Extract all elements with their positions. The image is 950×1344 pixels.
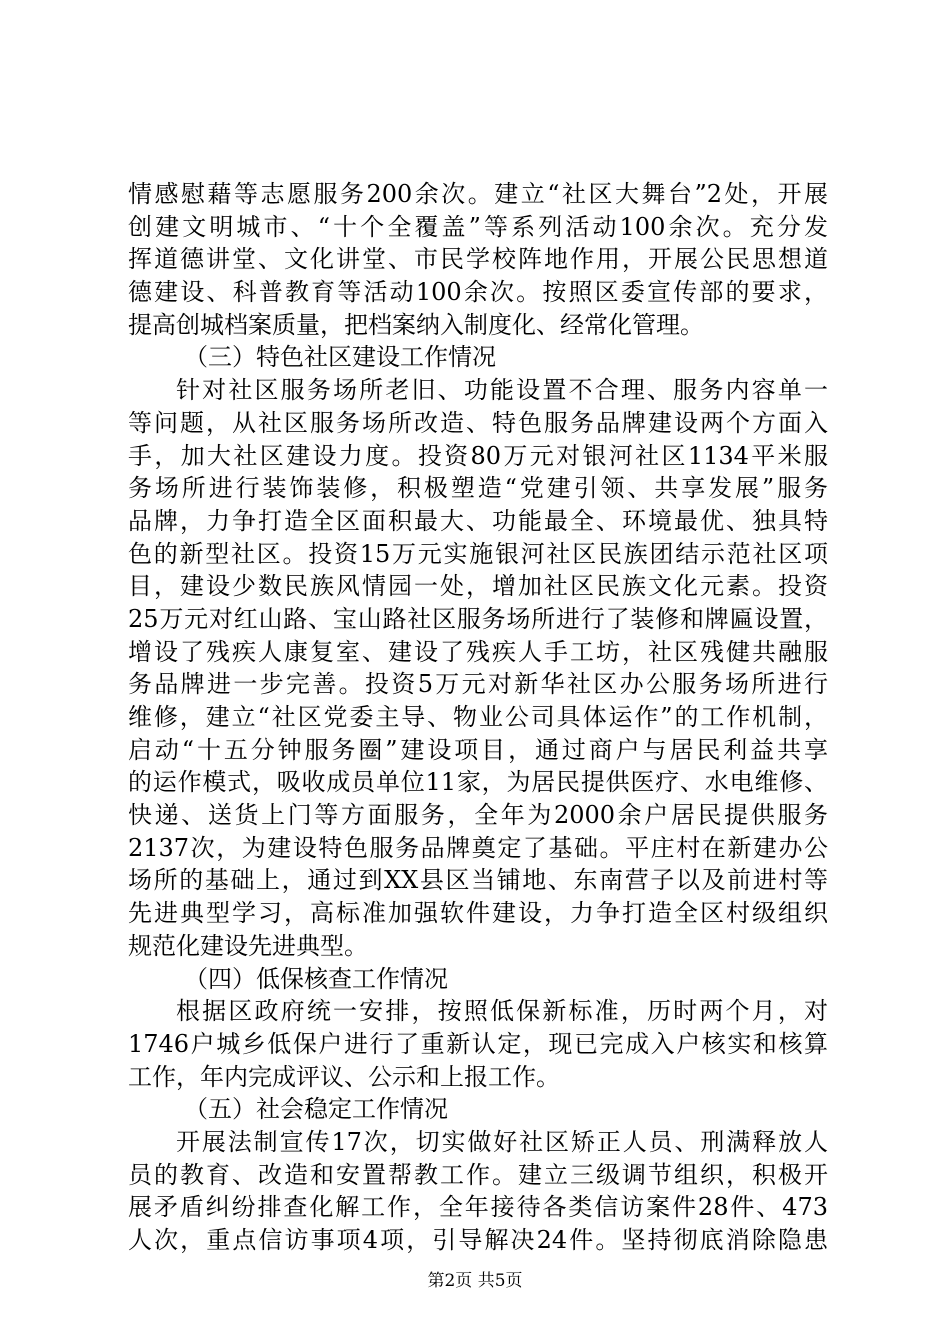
text-line: 务品牌进一步完善。投资5万元对新华社区办公服务场所进行 [128,670,828,699]
text-line: 人次，重点信访事项4项，引导解决24件。坚持彻底消除隐患 [128,1226,828,1254]
text-line: 启动“十五分钟服务圈”建设项目，通过商户与居民利益共享 [128,735,828,764]
document-body [128,178,828,1257]
text-line: 务场所进行装饰装修，积极塑造“党建引领、共享发展”服务 [128,474,828,503]
text-line: 品牌，力争打造全区面积最大、功能最全、环境最优、独具特 [128,506,828,535]
text-line: 1746户城乡低保户进行了重新认定，现已完成入户核实和核算 [128,1029,828,1058]
text-line: 手，加大社区建设力度。投资80万元对银河社区1134平米服 [128,441,828,470]
text-line: 员的教育、改造和安置帮教工作。建立三级调节组织，积极开 [128,1160,828,1189]
text-line: 25万元对红山路、宝山路社区服务场所进行了装修和牌匾设置， [128,604,828,633]
text-line: 等问题，从社区服务场所改造、特色服务品牌建设两个方面入 [128,408,828,437]
text-line: 根据区政府统一安排，按照低保新标准，历时两个月，对 [176,997,828,1026]
text-line: 开展法制宣传17次，切实做好社区矫正人员、刑满释放人 [176,1127,828,1156]
text-line: 德建设、科普教育等活动100余次。按照区委宣传部的要求， [128,278,828,307]
text-line: 针对社区服务场所老旧、功能设置不合理、服务内容单一 [176,376,828,405]
text-line: 规范化建设先进典型。 [128,931,368,960]
text-line: 创建文明城市、“十个全覆盖”等系列活动100余次。充分发 [128,212,828,241]
page-footer: 第2页 共5页 [427,1271,523,1291]
section-heading: （三）特色社区建设工作情况 [184,343,496,372]
text-line: 维修，建立“社区党委主导、物业公司具体运作”的工作机制， [128,703,828,731]
text-line: 2137次，为建设特色服务品牌奠定了基础。平庄村在新建办公 [128,833,828,862]
text-line: 色的新型社区。投资15万元实施银河社区民族团结示范社区项 [128,539,828,568]
text-line: 场所的基础上，通过到XX县区当铺地、东南营子以及前进村等 [128,866,828,895]
text-line: 提高创城档案质量，把档案纳入制度化、经常化管理。 [128,310,704,339]
text-line: 工作，年内完成评议、公示和上报工作。 [128,1062,560,1091]
text-line: 挥道德讲堂、文化讲堂、市民学校阵地作用，开展公民思想道 [128,245,828,274]
text-line: 增设了残疾人康复室、建设了残疾人手工坊，社区残健共融服 [128,637,828,666]
text-line: 情感慰藉等志愿服务200余次。建立“社区大舞台”2处，开展 [128,180,828,208]
text-line: 目，建设少数民族风情园一处，增加社区民族文化元素。投资 [128,572,828,601]
section-heading: （四）低保核查工作情况 [184,964,448,993]
text-line: 先进典型学习，高标准加强软件建设，力争打造全区村级组织 [128,899,828,928]
text-line: 快递、送货上门等方面服务，全年为2000余户居民提供服务 [128,801,828,830]
section-heading: （五）社会稳定工作情况 [184,1095,448,1124]
text-line: 的运作模式，吸收成员单位11家，为居民提供医疗、水电维修、 [128,768,828,797]
text-line: 展矛盾纠纷排查化解工作，全年接待各类信访案件28件、473 [128,1193,828,1222]
